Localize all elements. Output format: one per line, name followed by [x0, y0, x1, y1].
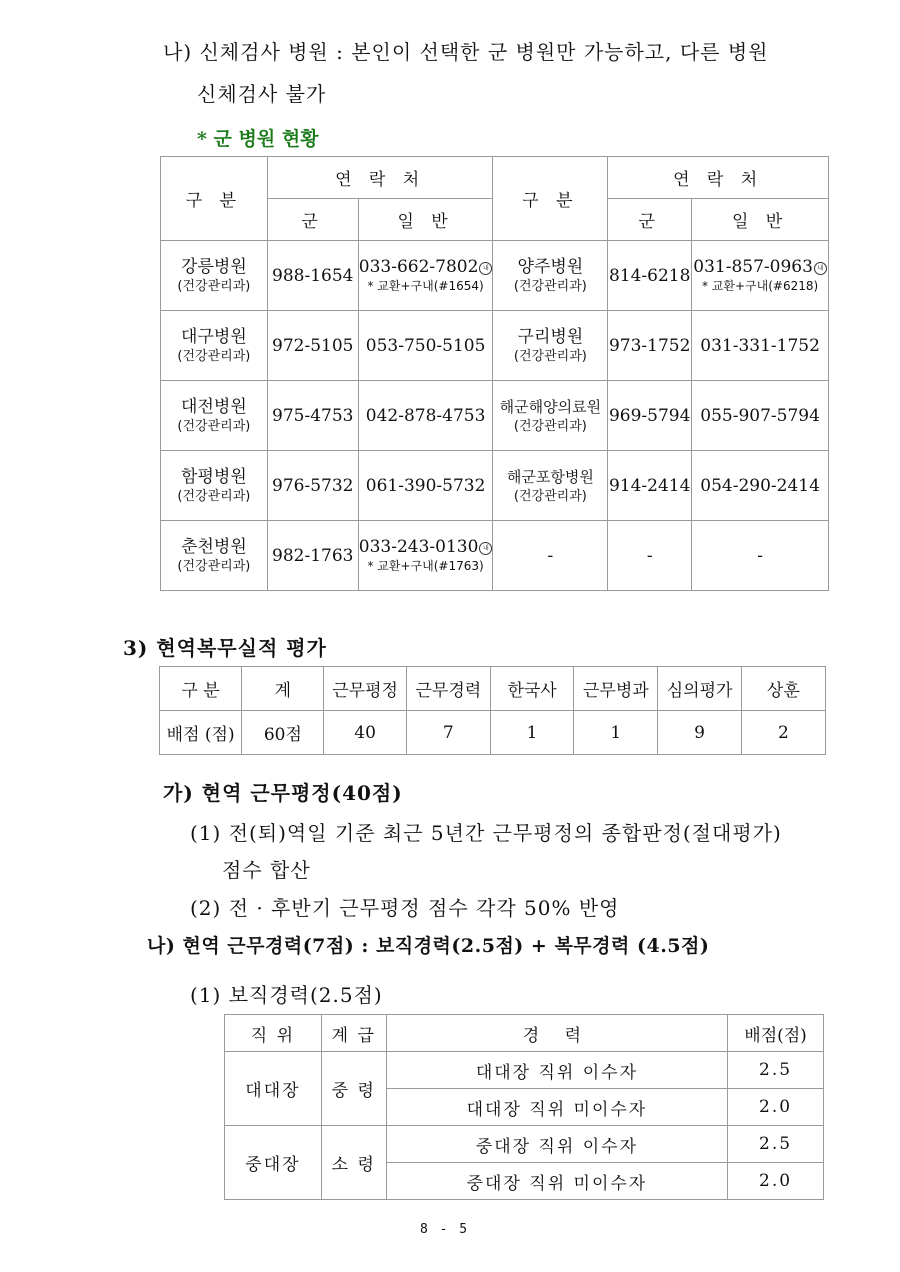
- career-description: 중대장 직위 이수자: [386, 1126, 727, 1163]
- military-number: 914-2414: [608, 451, 692, 521]
- empty-cell: -: [608, 521, 692, 591]
- table-row: [161, 311, 829, 381]
- section-na-career-item1: (1) 보직경력(2.5점): [190, 983, 383, 1007]
- table-row: [225, 1015, 824, 1052]
- civil-number-cell: [358, 241, 493, 311]
- civil-number-cell: [358, 521, 493, 591]
- extension-note: * 교환+구내(#6218): [701, 279, 819, 293]
- military-number: 973-1752: [608, 311, 692, 381]
- career-header-career: 경 력: [386, 1015, 727, 1052]
- exam-hospital-line1: 나) 신체검사 병원 : 본인이 선택한 군 병원만 가능하고, 다른 병원: [163, 40, 769, 64]
- section-ga-item1-line2: 점수 합산: [222, 858, 311, 882]
- military-number: 814-6218: [608, 241, 692, 311]
- hospital-name-cell: 춘천병원 (건강관리과): [161, 521, 268, 591]
- hospital-name-cell: 대구병원 (건강관리과): [161, 311, 268, 381]
- career-header-rank: 계 급: [321, 1015, 386, 1052]
- extension-circle-icon: 내: [479, 542, 492, 555]
- civil-number: 031-331-1752: [692, 311, 829, 381]
- score-value: 60점: [242, 711, 324, 755]
- section-ga-item1-line1: (1) 전(퇴)역일 기준 최근 5년간 근무평정의 종합판정(절대평가): [190, 821, 782, 845]
- career-description: 대대장 직위 이수자: [386, 1052, 727, 1089]
- extension-circle-icon: 내: [479, 262, 492, 275]
- civil-number: 033-243-0130: [358, 537, 479, 557]
- civil-number: 042-878-4753: [358, 381, 493, 451]
- score-header: 근무경력: [406, 667, 490, 711]
- score-value: 9: [658, 711, 741, 755]
- career-score: 2.5: [728, 1126, 824, 1163]
- score-header: 구 분: [160, 667, 242, 711]
- career-score: 2.0: [728, 1089, 824, 1126]
- career-position: 대대장: [225, 1052, 322, 1126]
- score-header: 근무병과: [574, 667, 658, 711]
- section-ga-title: 가) 현역 근무평정(40점): [163, 781, 403, 805]
- military-number: 976-5732: [267, 451, 358, 521]
- score-value: 40: [324, 711, 406, 755]
- page-number: 8 - 5: [420, 1222, 470, 1237]
- section-ga-item2: (2) 전 · 후반기 근무평정 점수 각각 50% 반영: [190, 896, 620, 920]
- table-row: [161, 451, 829, 521]
- table-row: [160, 711, 826, 755]
- score-header: 계: [242, 667, 324, 711]
- table-row: [225, 1126, 824, 1163]
- hospital-name-cell: 구리병원 (건강관리과): [493, 311, 608, 381]
- header-military-left: 군: [267, 199, 358, 241]
- career-score: 2.5: [728, 1052, 824, 1089]
- hospital-name-cell: 해군해양의료원 (건강관리과): [493, 381, 608, 451]
- table-row: [225, 1052, 824, 1089]
- career-description: 대대장 직위 미이수자: [386, 1089, 727, 1126]
- career-table: [224, 1014, 824, 1200]
- header-military-right: 군: [608, 199, 692, 241]
- civil-number-cell: [692, 241, 829, 311]
- extension-note: * 교환+구내(#1654): [367, 279, 484, 293]
- civil-number: 033-662-7802: [358, 257, 479, 277]
- military-number: 982-1763: [267, 521, 358, 591]
- career-rank: 소 령: [321, 1126, 386, 1200]
- score-header: 심의평가: [658, 667, 741, 711]
- career-header-position: 직 위: [225, 1015, 322, 1052]
- hospital-table-title: * 군 병원 현황: [197, 128, 319, 150]
- empty-cell: -: [692, 521, 829, 591]
- extension-circle-icon: 내: [814, 262, 827, 275]
- military-number: 975-4753: [267, 381, 358, 451]
- career-rank: 중 령: [321, 1052, 386, 1126]
- hospital-name-cell: 함평병원 (건강관리과): [161, 451, 268, 521]
- career-description: 중대장 직위 미이수자: [386, 1163, 727, 1200]
- empty-cell: -: [493, 521, 608, 591]
- hospital-name-cell: 대전병원 (건강관리과): [161, 381, 268, 451]
- hospital-name-cell: 양주병원 (건강관리과): [493, 241, 608, 311]
- header-civil-right: 일 반: [692, 199, 829, 241]
- table-row: [161, 521, 829, 591]
- exam-hospital-line2: 신체검사 불가: [197, 82, 327, 106]
- career-score: 2.0: [728, 1163, 824, 1200]
- score-header: 근무평정: [324, 667, 406, 711]
- military-number: 988-1654: [267, 241, 358, 311]
- civil-number: 053-750-5105: [358, 311, 493, 381]
- score-value: 1: [574, 711, 658, 755]
- civil-number: 054-290-2414: [692, 451, 829, 521]
- hospital-name-cell: 강릉병원 (건강관리과): [161, 241, 268, 311]
- header-contact-right: 연 락 처: [608, 157, 829, 199]
- section3-title: 3) 현역복무실적 평가: [123, 636, 327, 660]
- civil-number: 061-390-5732: [358, 451, 493, 521]
- military-number: 972-5105: [267, 311, 358, 381]
- header-civil-left: 일 반: [358, 199, 493, 241]
- section-na-career-title: 나) 현역 근무경력(7점) : 보직경력(2.5점) + 복무경력 (4.5점): [147, 935, 710, 957]
- table-row: [161, 381, 829, 451]
- table-row: [161, 241, 829, 311]
- score-value: 7: [406, 711, 490, 755]
- score-header: 한국사: [490, 667, 573, 711]
- score-value: 배점 (점): [160, 711, 242, 755]
- score-value: 1: [490, 711, 573, 755]
- civil-number: 055-907-5794: [692, 381, 829, 451]
- score-table: [159, 666, 826, 755]
- score-header: 상훈: [741, 667, 825, 711]
- hospital-table: [160, 156, 829, 591]
- header-category-right: 구 분: [493, 157, 608, 241]
- extension-note: * 교환+구내(#1763): [367, 559, 484, 573]
- header-category-left: 구 분: [161, 157, 268, 241]
- military-number: 969-5794: [608, 381, 692, 451]
- career-position: 중대장: [225, 1126, 322, 1200]
- civil-number: 031-857-0963: [693, 257, 813, 277]
- table-row: [160, 667, 826, 711]
- score-value: 2: [741, 711, 825, 755]
- career-header-score: 배점(점): [728, 1015, 824, 1052]
- hospital-name-cell: 해군포항병원 (건강관리과): [493, 451, 608, 521]
- header-contact-left: 연 락 처: [267, 157, 493, 199]
